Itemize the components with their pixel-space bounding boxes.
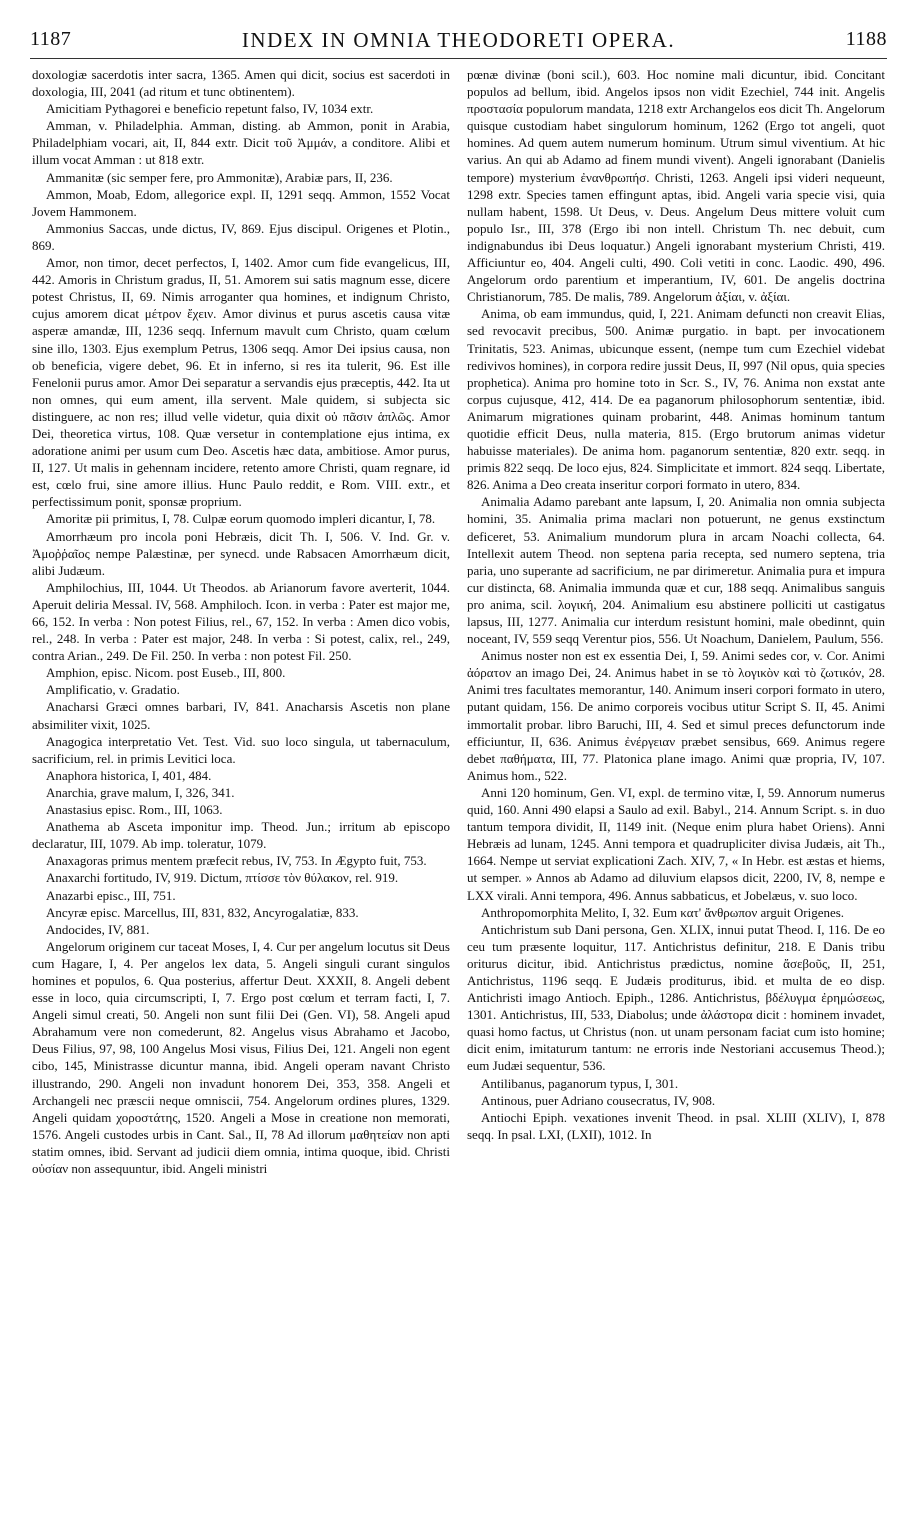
index-entry: Anaxarchi fortitudo, IV, 919. Dictum, πτίσσε τὸν θύλακον, rel. 919. — [46, 870, 399, 886]
index-entry: Anaphora historica, I, 401, 484. — [46, 767, 212, 783]
index-entry: Anthropomorphita Melito, I, 32. Eum κατ' ἄνθρωπον arguit Origenes. — [481, 904, 845, 920]
page-header — [30, 28, 887, 56]
index-entry: Amicitiam Pythagorei e beneficio repetunt falso, IV, 1034 extr. — [46, 101, 374, 117]
index-entry: Antiochi Epiph. vexationes invenit Theod. in psal. XLIII (XLIV), I, 878 seqq. In psal. LXI, (LXII), 1012. In — [467, 1109, 885, 1142]
header-rule — [30, 58, 887, 59]
index-entry: Anastasius episc. Rom., III, 1063. — [46, 802, 223, 818]
index-entry: Antilibanus, paganorum typus, I, 301. — [481, 1075, 679, 1091]
right-page-number: 1188 — [845, 28, 887, 50]
index-entry: Ammonius Saccas, unde dictus, IV, 869. Ejus discipul. Origenes et Plotin., 869. — [32, 220, 450, 253]
index-entry: Animalia Adamo parebant ante lapsum, I, 20. Animalia non omnia subjecta homini, 35. Animalia prima maclari non potuerunt, ne genus exstinctum deficeret, 53. Animalium mundorum plura in arcam Noachi collecta, 64. Intellexit autem Theod. non septena paria recepta, sed numero septena, tria paria, uno superante ad sacrificium, ne par dirimeretur. Animalia pura et impura cur distincta, 68. Animalia immunda quæ et cur, 188 seqq. Animalibus sanguis pro anima, scil. λογική, 204. Animalium esu abstinere polliciti ut castigatus lapsus, III, 1277. Animalia cur interdum resistunt homini, male obedinnt, quin noceant, IV, 559 seqq Verentur pios, 556. Ut Noachum, Danielem, Paulum, 556. — [467, 494, 885, 647]
index-entry: Amor, non timor, decet perfectos, I, 1402. Amor cum fide evangelicus, III, 442. Amoris in Christum gradus, II, 51. Amorem sui satis magnum esse, dicere potest Christus, II, 69. Nimis arroganter qua homines, et indignum Christo, cujus amorem dicat μέτρον ἔχειν. Amor divinus et purus ascetis causa vitæ asperæ amandæ, III, 1236 seqq. Infernum mavult cum Christo, quam cœlum sine illo, 1303. Ejus exemplum Petrus, 1306 seqq. Amor Dei ipsius causa, non ob beneficia, vigere debet, 96. Et in inferno, si res ita tulerit, 96. Est ille Fenelonii purus amor. Amor Dei separatur a servandis ejus præceptis, 442. Ita ut non omnes, qui eum ament, illa servent. Male quidem, si subjecta sic distinguere, ac non res; illud velle videtur, quia dixit οὐ πᾶσιν ἁπλῶς. Amor Dei, theoretica virtus, 108. Quæ versetur in contemplatione ejus intima, ex adoratione animi per usum cum Deo. Ascetis hæc data, ambitiose. Amor purus, II, 127. Ut malis in gehennam incidere, retento amore Christi, quam regnare, id est, cœlo frui, sine amore illius. Hunc Paulo reddit, e Rom. VIII. extr., et perfectissimum ponit, sponsæ proprium. — [32, 255, 450, 510]
index-entry: Antinous, puer Adriano cousecratus, IV, 908. — [481, 1092, 716, 1108]
index-entry: Angelorum originem cur taceat Moses, I, 4. Cur per angelum locutus sit Deus cum Hagare, I, 4. Per angelos lex data, 5. Angeli singuli curant singulos homines et populos, 6. Qua posterius, affertur Deut. XXXII, 8. Angeli debent esse in loco, quia circumscripti, I, 7. Ergo post cœlum et terram facti, I, 7. Angeli simul creati, 50. Angeli non sunt filii Dei (Gen. VI), 58. Angeli apud Abrahamum vere non comederunt, 82. Angelus visus Abrahamo et Jacobo, Deus Filius, 97, 98, 100 Angelus Mosi visus, Filius Dei, 121. Angeli non egent cibo, 145, Ministrasse dicuntur manna, ibid. Angeli operam navant Christo illustrando, 290. Angeli non invadunt honorem Dei, 353, 358. Angeli et Archangeli nec præscii neque omniscii, 754. Angelorum ordines plures, 1329. Angeli quidam χοροστάτης, 1520. Angeli a Mose in creatione non memorati, 1576. Angeli custodes urbis in Cant. Sal., II, 78 Ad illorum μαθητείαν non apti statim omnes, ibid. Servant ad judicii diem omnia, intima quoque, ibid. Christi οὐσίαν non assequuntur, ibid. Angeli ministri — [32, 938, 450, 1176]
index-entry: Anagogica interpretatio Vet. Test. Vid. suo loco singula, ut tabernaculum, sacrificium, rel. in primis Levitici loca. — [32, 733, 450, 766]
running-title: INDEX IN OMNIA THEODORETI OPERA. — [241, 28, 676, 52]
left-page-number: 1187 — [30, 28, 72, 50]
left-column — [32, 66, 450, 1526]
index-entry: Amman, v. Philadelphia. Amman, disting. ab Ammon, ponit in Arabia, Philadelphiam vocari, ait, II, 844 extr. Dicit τοῦ Ἀμμάν, a conditore. Alibi et illum vocat Amman : ut 818 extr. — [32, 118, 450, 168]
index-entry: Ammon, Moab, Edom, allegorice expl. II, 1291 seqq. Ammon, 1552 Vocat Jovem Hammonem. — [32, 186, 450, 219]
right-column — [467, 66, 885, 1526]
index-entry: Amphion, episc. Nicom. post Euseb., III, 800. — [46, 665, 286, 681]
index-entry: Animus noster non est ex essentia Dei, I, 59. Animi sedes cor, v. Cor. Animi ἀόρατον an imago Dei, 24. Animus habet in se τὸ λογικὸν καὶ τὸ ζωτικόν, 28. Animi tres facultates memorantur, 140. Animum inseri corpori formato in utero, putant quidam, 156. De animo corporeis vocibus utitur Script S. II, 45. Animi immortalit probar. libro Baruchi, III, 4. Sed et simul preces defunctorum inde efficiuntur, II, 636. Animus ἐνέργειαν præbet sensibus, 669. Animus regere debet παθήματα, III, 77. Platonica plane imago. Animi quæ propria, IV, 107. Animus hom., 522. — [467, 648, 885, 783]
index-entry: Ammanitæ (sic semper fere, pro Ammonitæ), Arabiæ pars, II, 236. — [46, 169, 393, 185]
index-entry: Amphilochius, III, 1044. Ut Theodos. ab Arianorum favore averterit, 1044. Aperuit deliria Messal. IV, 568. Amphiloch. Icon. in verba : Pater est major me, 66, 152. In verba : Non potest Filius, rel., 67, 152. In verba : Amen dico vobis, rel., 248. In verba : Pater est major, 248. In verba : Si potest, calix, rel., 249, contra Arian., 249. De Fil. 250. In verba : non potest Fil. 250. — [32, 579, 450, 664]
index-entry: Anaxagoras primus mentem præfecit rebus, IV, 753. In Ægypto fuit, 753. — [46, 853, 427, 869]
index-entry: Anathema ab Asceta imponitur imp. Theod. Jun.; irritum ab episcopo declaratur, III, 1079. Ab imp. toleratur, 1079. — [32, 819, 450, 852]
index-entry: Anima, ob eam immundus, quid, I, 221. Animam defuncti non creavit Elias, sed revocavit precibus, 500. Animæ purgatio. in bapt. per invocationem Trinitatis, 523. Animas, ubicunque essent, (nempe tum cum Ezechiel videbat redivivos homines), in corpora redire jussit Deus, II, 997 (Nil opus, quia species prophetica). Anima pro homine toto in Scr. S., IV, 76. Anima non exstat ante corpus cujusque, 412, 414. De ea paganorum philosophorum sententiæ, ibid. Animarum migrationes quinam probarint, 448. Animas hominum tantum quotidie efficit Deus, nulla materia, 815. (Ergo brutorum animas videtur habuisse materiales). De anima hom. paganorum sententiæ, 820 extr. seqq. in primis 822 seqq. De loco ejus, 824. Simplicitate et immort. 824 seqq. Libertate, 826. Anima a Deo creata inseritur corpori formato in utero, 834. — [467, 306, 885, 493]
index-entry: Anacharsi Græci omnes barbari, IV, 841. Anacharsis Ascetis non plane absimiliter vixit, 1025. — [32, 699, 450, 732]
index-entry: Antichristum sub Dani persona, Gen. XLIX, innui putat Theod. I, 116. De eo ceu tum præsente loquitur, 117. Antichristus definitur, 218. E Danis tribu oriturus dicitur, ibid. Antichristus prædictus, nomine ἄσεβοῦς, II, 251, Antichristus, 1196 seqq. E Judæis proditurus, ibid. et multa de eo disp. Antichristi imago Antioch. Epiph., 1286. Antichristus, βδέλυγμα ἐρημώσεως, 1301. Antichristus, III, 533, Diabolus; unde ἀλάστορα dicit : hominem invadet, quasi homo factus, ut Christus (non. ut unam personam faciat cum isto homine; dicit enim, imitaturum tantum: ne erroris inde Nestoriani accusemus Theod.); eum Judæi sequentur, 536. — [467, 921, 885, 1074]
index-entry: Amoritæ pii primitus, I, 78. Culpæ eorum quomodo impleri dicantur, I, 78. — [46, 511, 436, 527]
index-entry: Amorrhæum pro incola poni Hebræis, dicit Th. I, 506. V. Ind. Gr. v. Ἀμοῤῥαῖος nempe Palæstinæ, per synecd. unde Rabsacen Amorrhæum dicit, alibi Judæum. — [32, 528, 450, 578]
index-entry: Andocides, IV, 881. — [46, 921, 150, 937]
index-entry: Anarchia, grave malum, I, 326, 341. — [46, 784, 235, 800]
index-entry: Anni 120 hominum, Gen. VI, expl. de termino vitæ, I, 59. Annorum numerus quid, 160. Anni 490 elapsi a Saulo ad exil. Babyl., 214. Annum Script. s. in duo tantum tempora dividit, II, 1149 init. (Neque enim plura habet Oriens). Anni Hebræis ad lunam, 1245. Anni tempora et quadrupliciter divisa Judæis, ait Th., 1664. Nempe ut serviat explicationi Zach. XIV, 7, « In Hebr. est æstas et hiems, ut semper. » Annos ab Adamo ad diluvium elapsos dicit, 2200, IV, 8, nempe e LXX virali. Anni tempora, 496. Annus sabbaticus, et Jobelæus, v. suo loco. — [467, 784, 885, 903]
index-entry: Amplificatio, v. Gradatio. — [46, 682, 180, 698]
index-entry: Anazarbi episc., III, 751. — [46, 887, 176, 903]
index-entry: Ancyræ episc. Marcellus, III, 831, 832, Ancyrogalatiæ, 833. — [46, 904, 359, 920]
index-entry: pœnæ divinæ (boni scil.), 603. Hoc nomine mali dicuntur, ibid. Concitant populos ad bellum, ibid. Angelos ipsos non vidit Ezechiel, 744 init. Angelis προστασία populorum mandata, 1218 extr Archangelos eos dicit Th. Angelorum quisque custodiam habet singulorum hominum, 1262 (Ergo tot angeli, quot homines. Ad quem autem numerum hominum. Utrum simul viventium. At hic varius. An qui ab Adamo ad finem mundi vivent). Angeli ignorabant (Danielis tempore) mysterium ἐνανθρωπήσ. Christi, 1263. Angeli ipsi videri nequeunt, 1298 extr. Species tamen effingunt aptas, ibid. Angeli varia specie visi, quia nullam habent, 1598. Ut Deus, v. Deus. Angelum Deus mittere voluit cum populo Isr., III, 378 (Ergo ibi non intell. Christum Th. nec debuit, cum indignabundus ibi Deus loquatur.) Angeli ignorabant mysterium Christi, 419. Afficiuntur eo, 404. Angeli culti, 490. Coli vetiti in conc. Laodic. 490, 496. Angelorum ordo parentium et imperantium, IV, 601. De angelis doctrina Christianorum, 785. De malis, 789. Angelorum ἀξίαι, v. ἀξίαι. — [467, 67, 885, 305]
index-entry: doxologiæ sacerdotis inter sacra, 1365. Amen qui dicit, socius est sacerdoti in doxologia, III, 2041 (ad ritum et tunc obtinentem). — [32, 67, 450, 100]
